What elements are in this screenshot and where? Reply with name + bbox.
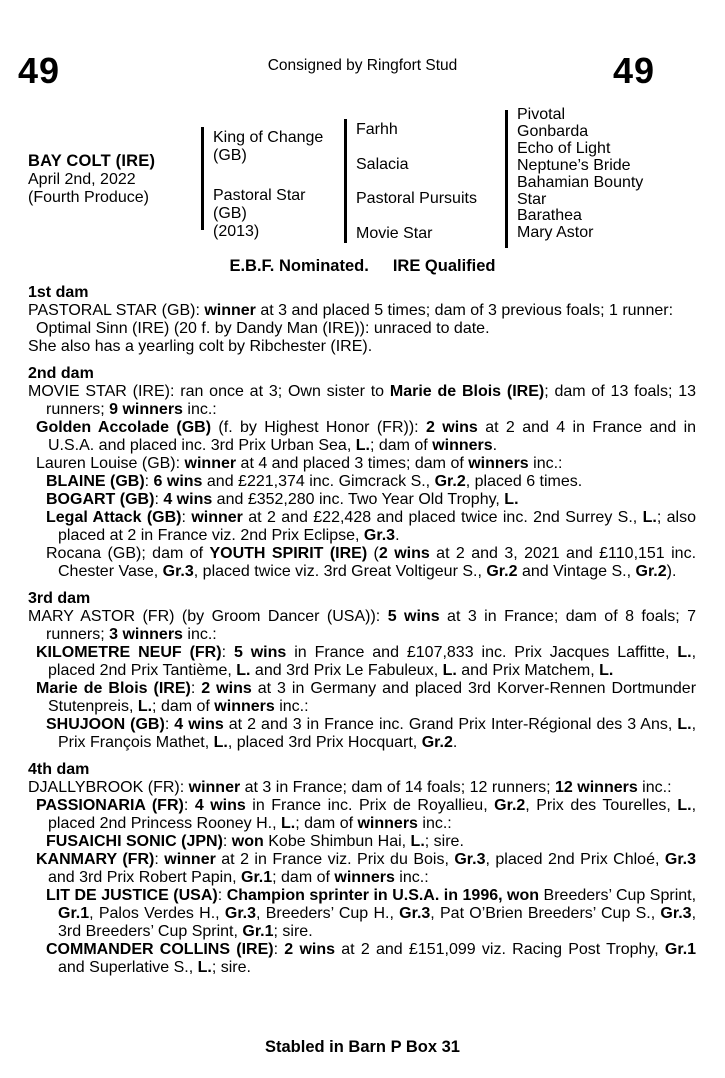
pedigree-paragraph <box>36 851 696 887</box>
body-text: ; dam of 13 foals; 13 runners; <box>46 383 697 418</box>
emphasis-text: LIT DE JUSTICE (USA) <box>46 887 218 904</box>
great-grandparent-name: Star <box>517 190 547 208</box>
emphasis-text: 12 winners <box>555 779 638 796</box>
body-text: inc.: <box>394 869 429 886</box>
body-text: inc.: <box>182 401 217 418</box>
pedigree-paragraph <box>36 680 696 716</box>
emphasis-text: FUSAICHI SONIC (JPN) <box>46 833 223 850</box>
body-text: : <box>217 887 227 904</box>
body-text: ; sire. <box>273 923 313 940</box>
emphasis-text: KILOMETRE NEUF (FR) <box>36 644 222 661</box>
emphasis-text: L. <box>504 491 519 508</box>
emphasis-text: Gr.1 <box>242 923 274 940</box>
emphasis-text: Gr.3 <box>660 905 692 922</box>
emphasis-text: L. <box>355 437 370 454</box>
body-text: at 2 and £151,099 viz. Racing Post Trophy, <box>335 941 665 958</box>
body-text: ; sire. <box>424 833 464 850</box>
body-text: , placed twice viz. 3rd Great Voltigeur S., <box>193 563 487 580</box>
body-text: : <box>183 797 195 814</box>
pedigree-paragraph <box>28 779 696 797</box>
body-text: ; also placed at 2 in France viz. 2nd Prix Eclipse, <box>58 509 696 544</box>
body-text: ). <box>666 563 677 580</box>
emphasis-text: winners <box>357 815 418 832</box>
grandparent-name: Pastoral Pursuits <box>356 190 477 208</box>
body-text: : <box>273 941 285 958</box>
emphasis-text: L. <box>137 698 153 715</box>
emphasis-text: 3 winners <box>109 626 183 643</box>
body-text: ; dam of <box>272 869 335 886</box>
grandparent-name: Movie Star <box>356 225 433 243</box>
pedigree-paragraph <box>46 833 696 851</box>
emphasis-text: 9 winners <box>109 401 183 418</box>
great-grandparent-name: Gonbarda <box>517 122 589 140</box>
emphasis-text: Gr.3 <box>664 851 697 868</box>
lot-number-right: 49 <box>612 50 655 91</box>
great-grandparent-name: Bahamian Bounty <box>517 173 644 191</box>
pedigree-paragraph <box>46 545 696 581</box>
body-text: Rocana (GB); dam of <box>46 545 210 562</box>
body-text: ( <box>367 545 379 562</box>
emphasis-text: Legal Attack (GB) <box>46 509 182 526</box>
body-text: . <box>395 527 400 544</box>
emphasis-text: Gr.2 <box>486 563 518 580</box>
pedigree-paragraph <box>46 509 696 545</box>
pedigree-paragraph <box>46 491 696 509</box>
great-grandparent-name: Mary Astor <box>517 224 594 242</box>
body-text: MOVIE STAR (IRE): ran once at 3; Own sister to <box>28 383 390 400</box>
pedigree-details <box>28 284 696 977</box>
dam-line: (GB) <box>213 205 247 222</box>
body-text: (f. by Highest Honor (FR)): <box>211 419 426 436</box>
body-text: ; dam of <box>295 815 358 832</box>
ire-qualified-label: IRE Qualified <box>392 257 496 275</box>
body-text: at 2 and £22,428 and placed twice inc. 2nd Surrey S., <box>242 509 643 526</box>
dam-line: Pastoral Star <box>213 187 306 204</box>
emphasis-text: YOUTH SPIRIT (IRE) <box>209 545 368 562</box>
dam-section-heading: 3rd dam <box>28 590 91 607</box>
emphasis-text: Gr.2 <box>635 563 667 580</box>
dam-section-heading: 2nd dam <box>28 365 94 382</box>
pedigree-paragraph <box>46 473 696 491</box>
emphasis-text: Gr.3 <box>454 851 486 868</box>
body-text: and Vintage S., <box>517 563 636 580</box>
body-text: at 4 and placed 3 times; dam of <box>236 455 469 472</box>
great-grandparent-name: Echo of Light <box>517 139 611 157</box>
stabling-line: Stabled in Barn P Box 31 <box>264 1038 460 1056</box>
subject-foaling-date: April 2nd, 2022 <box>28 170 136 188</box>
body-text: inc.: <box>274 698 309 715</box>
body-text: . <box>452 734 458 751</box>
sire-block <box>213 129 341 165</box>
emphasis-text: Gr.3 <box>363 527 396 544</box>
emphasis-text: L. <box>599 662 614 679</box>
body-text: in France inc. Prix de Royallieu, <box>245 797 495 814</box>
body-text: inc.: <box>637 779 672 796</box>
body-text: Breeders’ Cup Sprint, <box>539 887 697 904</box>
dam-section <box>28 365 696 581</box>
emphasis-text: PASSIONARIA (FR) <box>36 797 184 814</box>
pedigree-paragraph <box>28 383 696 419</box>
pedigree-paragraph <box>28 338 696 356</box>
emphasis-text: 2 wins <box>201 680 252 697</box>
emphasis-text: L. <box>213 734 228 751</box>
body-text: and £352,280 inc. Two Year Old Trophy, <box>212 491 505 508</box>
body-text: , Breeders’ Cup H., <box>256 905 400 922</box>
emphasis-text: Gr.1 <box>241 869 273 886</box>
emphasis-text: Gr.2 <box>421 734 453 751</box>
dam-line: (2013) <box>213 223 260 240</box>
emphasis-text: 4 wins <box>194 797 246 814</box>
emphasis-text: winner <box>191 509 243 526</box>
grandparent-name: Salacia <box>356 155 409 173</box>
dam-section <box>28 590 696 752</box>
dam-section-heading: 4th dam <box>28 761 90 778</box>
pedigree-divider-3 <box>505 110 508 248</box>
emphasis-text: L. <box>197 959 212 976</box>
emphasis-text: winner <box>188 779 241 796</box>
emphasis-text: winners <box>214 698 275 715</box>
body-text: ; sire. <box>211 959 251 976</box>
body-text: at 2 and 4 in France and in U.S.A. and placed inc. 3rd Prix Urban Sea, <box>48 419 697 454</box>
emphasis-text: Marie de Blois (IRE) <box>36 680 191 697</box>
grandparents-column <box>356 121 502 260</box>
emphasis-text: L. <box>236 662 251 679</box>
emphasis-text: L. <box>677 797 692 814</box>
emphasis-text: Gr.3 <box>162 563 194 580</box>
body-text: : <box>154 851 165 868</box>
pedigree-divider-2 <box>344 119 347 243</box>
emphasis-text: Marie de Blois (IRE) <box>389 383 545 400</box>
body-text: : <box>222 833 232 850</box>
grandparent-name: Farhh <box>356 121 398 138</box>
body-text: ; dam of <box>152 698 215 715</box>
dam-section <box>28 761 696 977</box>
dam-section <box>28 284 696 356</box>
emphasis-text: COMMANDER COLLINS (IRE) <box>46 941 274 958</box>
body-text: , Prix François Mathet, <box>58 716 697 751</box>
great-grandparent-name: Barathea <box>517 207 582 225</box>
great-grandparent-name: Neptune’s Bride <box>517 156 631 174</box>
body-text: inc.: <box>182 626 217 643</box>
pedigree-paragraph <box>36 644 696 680</box>
body-text: Lauren Louise (GB): <box>36 455 185 472</box>
pedigree-divider-1 <box>201 127 204 230</box>
body-text: and Superlative S., <box>58 959 198 976</box>
emphasis-text: Gr.3 <box>399 905 431 922</box>
emphasis-text: 2 wins <box>284 941 336 958</box>
qualification-line <box>0 257 725 276</box>
emphasis-text: KANMARY (FR) <box>36 851 155 868</box>
emphasis-text: L. <box>677 716 692 733</box>
emphasis-text: L. <box>281 815 296 832</box>
emphasis-text: 4 wins <box>163 491 213 508</box>
emphasis-text: winners <box>432 437 493 454</box>
body-text: Optimal Sinn (IRE) (20 f. by Dandy Man (IRE)): unraced to date. <box>36 320 490 337</box>
emphasis-text: L. <box>442 662 457 679</box>
body-text: inc.: <box>417 815 452 832</box>
emphasis-text: Gr.2 <box>434 473 466 490</box>
emphasis-text: Golden Accolade (GB) <box>36 419 212 436</box>
body-text: Kobe Shimbun Hai, <box>263 833 411 850</box>
body-text: in France and £107,833 inc. Prix Jacques Laffitte, <box>286 644 678 661</box>
great-grandparent-name: Pivotal <box>517 106 566 123</box>
pedigree-paragraph <box>36 419 696 455</box>
sire-line: King of Change <box>213 129 324 146</box>
body-text: : <box>190 680 202 697</box>
emphasis-text: winner <box>204 302 256 319</box>
body-text: at 3 in Germany and placed 3rd Korver-Rennen Dortmunder Stutenpreis, <box>48 680 697 715</box>
body-text: inc.: <box>528 455 563 472</box>
body-text: , placed 2nd Prix Chloé, <box>485 851 665 868</box>
dam-section-heading: 1st dam <box>28 284 89 301</box>
body-text: She also has a yearling colt by Ribchester (IRE). <box>28 338 373 355</box>
pedigree-paragraph <box>36 455 696 473</box>
body-text: at 2 and 3, 2021 and £110,151 inc. Chester Vase, <box>58 545 697 580</box>
body-text: . <box>492 437 498 454</box>
emphasis-text: 4 wins <box>174 716 224 733</box>
emphasis-text: Gr.1 <box>664 941 697 958</box>
sire-line: (GB) <box>213 147 247 164</box>
body-text: : <box>181 509 192 526</box>
emphasis-text: L. <box>410 833 425 850</box>
emphasis-text: 2 wins <box>378 545 430 562</box>
body-text: , placed 6 times. <box>465 473 583 490</box>
consignor-line: Consigned by Ringfort Stud <box>267 57 458 74</box>
body-text: and £221,374 inc. Gimcrack S., <box>202 473 435 490</box>
body-text: , Pat O’Brien Breeders’ Cup S., <box>430 905 661 922</box>
emphasis-text: 5 wins <box>233 644 287 661</box>
body-text: : <box>221 644 234 661</box>
body-text: , Prix des Tourelles, <box>525 797 678 814</box>
emphasis-text: 6 wins <box>153 473 203 490</box>
emphasis-text: L. <box>642 509 657 526</box>
body-text: and Prix Matchem, <box>456 662 600 679</box>
body-text: : <box>154 491 164 508</box>
emphasis-text: SHUJOON (GB) <box>46 716 165 733</box>
body-text: , 3rd Breeders’ Cup Sprint, <box>58 905 697 940</box>
body-text: at 2 in France viz. Prix du Bois, <box>215 851 455 868</box>
body-text: , placed 2nd Princess Rooney H., <box>48 797 697 832</box>
emphasis-text: Gr.3 <box>224 905 257 922</box>
great-grandparents-column <box>517 107 722 242</box>
emphasis-text: 2 wins <box>426 419 478 436</box>
emphasis-text: winner <box>164 851 216 868</box>
lot-number-left: 49 <box>18 50 61 91</box>
subject-name: BAY COLT (IRE) <box>28 152 156 170</box>
emphasis-text: Gr.2 <box>494 797 526 814</box>
body-text: and 3rd Prix Le Fabuleux, <box>250 662 443 679</box>
emphasis-text: Champion sprinter in U.S.A. in 1996, won <box>226 887 540 904</box>
body-text: at 2 and 3 in France inc. Grand Prix Inter-Régional des 3 Ans, <box>223 716 678 733</box>
pedigree-paragraph <box>46 887 696 941</box>
body-text: , placed 3rd Prix Hocquart, <box>227 734 422 751</box>
body-text: MARY ASTOR (FR) (by Groom Dancer (USA)): <box>28 608 388 625</box>
body-text: : <box>144 473 154 490</box>
ebf-nominated-label: E.B.F. Nominated. <box>229 257 369 275</box>
emphasis-text: 5 wins <box>387 608 440 625</box>
subject-produce-note: (Fourth Produce) <box>28 189 149 206</box>
emphasis-text: winners <box>468 455 529 472</box>
body-text: at 3 in France; dam of 14 foals; 12 runners; <box>240 779 556 796</box>
pedigree-paragraph <box>28 302 696 320</box>
emphasis-text: won <box>231 833 264 850</box>
body-text: PASTORAL STAR (GB): <box>28 302 205 319</box>
body-text: , Palos Verdes H., <box>89 905 225 922</box>
body-text: at 3 in France; dam of 8 foals; 7 runners; <box>46 608 697 643</box>
emphasis-text: Gr.1 <box>58 905 90 922</box>
body-text: ; dam of <box>369 437 433 454</box>
emphasis-text: BLAINE (GB) <box>46 473 145 490</box>
pedigree-paragraph <box>46 716 696 752</box>
pedigree-paragraph <box>46 941 696 977</box>
body-text: DJALLYBROOK (FR): <box>28 779 189 796</box>
pedigree-paragraph <box>36 320 696 338</box>
body-text: : <box>164 716 175 733</box>
emphasis-text: L. <box>677 644 692 661</box>
subject-block <box>28 152 155 208</box>
pedigree-table <box>0 103 725 255</box>
pedigree-paragraph <box>36 797 696 833</box>
emphasis-text: BOGART (GB) <box>46 491 155 508</box>
emphasis-text: winners <box>334 869 395 886</box>
body-text: , placed 2nd Prix Tantième, <box>48 644 697 679</box>
dam-block <box>213 187 341 241</box>
emphasis-text: winner <box>184 455 237 472</box>
body-text: at 3 and placed 5 times; dam of 3 previous foals; 1 runner: <box>255 302 674 319</box>
pedigree-paragraph <box>28 608 696 644</box>
body-text: and 3rd Prix Robert Papin, <box>48 869 241 886</box>
